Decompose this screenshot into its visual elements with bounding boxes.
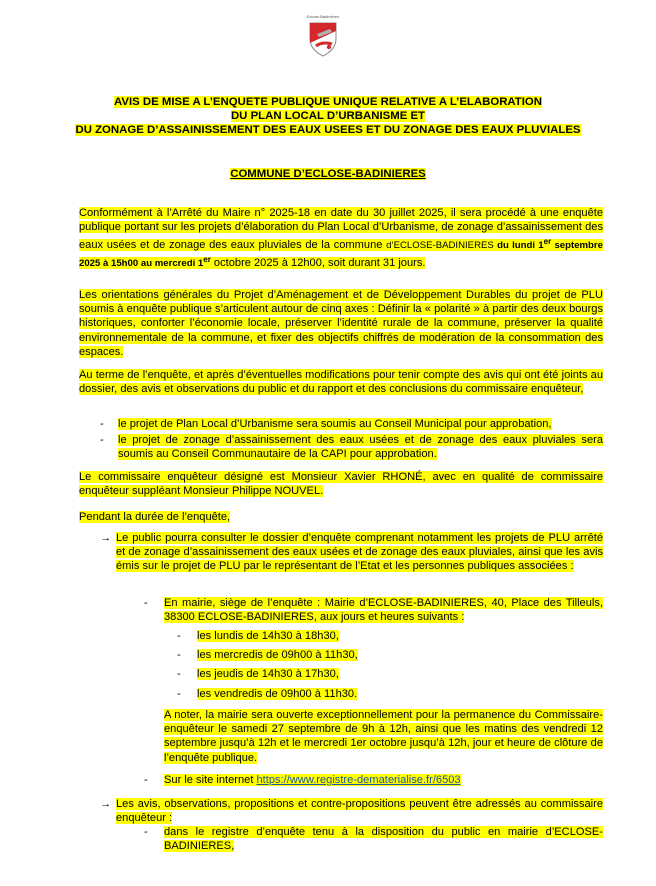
hours-monday: les lundis de 14h30 à 18h30, [197,630,339,642]
paragraph-duree [79,510,603,524]
list-item [144,825,603,853]
hours-thursday: les jeudis de 14h30 à 17h30, [197,668,339,681]
p1-sup-1: er [543,236,552,246]
list-item [177,687,427,701]
hours-wednesday: les mercredis de 09h00 à 11h30, [197,649,358,662]
approval-item-1: le projet de Plan Local d’Urbanisme sera soumis au Conseil Municipal pour approbation, [118,418,552,430]
p1-text-b: du lundi 1 [493,239,544,251]
commune-heading [0,167,656,181]
dash-bullet: - [177,649,181,662]
approval-list [100,417,603,464]
list-item [177,629,427,643]
approval-item-2: le projet de zonage d’assainissement des eaux usées et de zonage des eaux pluviales sera soumis au Conseil Communautaire de la CAPI pour approbation. [118,434,603,461]
coat-of-arms-icon [308,21,338,57]
p1-commune: d’ECLOSE-BADINIERES [386,239,494,251]
mairie-list [144,596,603,624]
dash-bullet: - [100,418,104,430]
dash-bullet: - [144,774,148,786]
p4-text: Le commissaire enquêteur désigné est Monsieur Xavier RHONÉ, avec en qualité de commissaire enquêteur suppléant Monsieur Philippe NOUVEL. [79,471,603,498]
consultation-block [100,531,603,574]
commune-name: COMMUNE D’ECLOSE-BADINIERES [230,168,426,180]
website-list [144,773,603,787]
title-line-2: DU PLAN LOCAL D’URBANISME ET [230,110,426,122]
dash-bullet: - [144,597,148,609]
note-text: A noter, la mairie sera ouverte exceptionnellement pour la permanence du Commissaire-enquêteur le samedi 27 septembre de 9h à 12h, ainsi que les matins des vendredi 12 septembre jusqu’à 12h et le mercredi 1er octobre jusqu’à 12h, jour et heure de clôture de l’enquête publique. [164,709,603,764]
p5-text: Pendant la durée de l’enquête, [79,511,231,523]
paragraph-commissaire [79,470,603,498]
p1-text-d: octobre 2025 à 12h00, soit durant 31 jours. [210,256,426,269]
dash-bullet: - [177,630,181,642]
mairie-text: En mairie, siège de l’enquête : Mairie d’ECLOSE-BADINIERES, 40, Place des Tilleuls, 38300 ECLOSE-BADINIERES, aux jours et heures suivants : [164,597,603,624]
website-label: Sur le site internet [164,774,257,786]
list-item [100,433,603,461]
list-item [144,596,603,624]
list-item [177,667,427,681]
dash-bullet: - [177,687,181,700]
p1-sup-2: er [203,254,211,264]
registre-link[interactable]: https://www.registre-dematerialise.fr/6503 [256,774,461,786]
list-item [144,773,603,787]
arrow-right-icon: → [100,532,112,544]
list-item [177,648,427,662]
dash-bullet: - [177,668,181,681]
arrow2-text: Les avis, observations, propositions et contre-propositions peuvent être adressés au commissaire enquêteur : [116,798,603,825]
dash-bullet: - [100,434,104,447]
p3-text: Au terme de l’enquête, et après d’éventuelles modifications pour tenir compte des avis qui ont été joints au dossier, des avis et observations du public et du rapport et des conclusions du commissaire enquêteur, [79,369,603,396]
observations-block [100,797,603,825]
paragraph-terme-enquete [79,368,603,396]
crest-caption: Eclose-Badinières [306,14,340,19]
arrow-right-icon: → [100,798,112,810]
title-line-1: AVIS DE MISE A L’ENQUETE PUBLIQUE UNIQUE RELATIVE A L’ELABORATION [113,96,543,108]
dash-bullet: - [144,826,148,838]
exceptional-opening-note [164,708,603,765]
registre-text: dans le registre d’enquête tenu à la disposition du public en mairie d’ECLOSE-BADINIERES, [164,826,603,853]
title-line-3: DU ZONAGE D’ASSAINISSEMENT DES EAUX USEES ET DU ZONAGE DES EAUX PLUVIALES [75,124,581,136]
p2-text: Les orientations générales du Projet d’Aménagement et de Développement Durables du projet de PLU soumis à enquête publique s’articulent autour de cinq axes : Définir la « polarité » à partir des deux bourgs historiques, conforter l’économie locale, préserver l’identité rurale de la commune, préserver la qualité environnementale de la commune, et fixer des objectifs chiffrés de modération de la consommation des espaces. [79,289,603,358]
hours-friday: les vendredis de 09h00 à 11h30. [197,687,358,700]
paragraph-padd [79,288,603,359]
p1-text-a: Conformément à l’Arrêté du Maire n° 2025-18 en date du 30 juillet 2025, il sera procédé à une enquête publique portant sur les projets d’élaboration du Plan Local d’Urbanisme, de zonage d’assainissement des eaux usées et de zonage des eaux pluviales de la commune [79,207,603,251]
hours-list [177,629,427,706]
list-item [100,417,603,431]
commune-crest [301,14,345,57]
p1-text-c: septembre 2025 à 15h00 au mercredi 1 [79,239,603,269]
registre-list [144,825,603,853]
arrow1-text: Le public pourra consulter le dossier d’enquête comprenant notamment les projets de PLU arrêté et de zonage d’assainissement des eaux usées et de zonage des eaux pluviales, ainsi que les avis émis sur le projet de PLU par le représentant de l’Etat et les personnes publiques associées : [116,532,603,573]
paragraph-arrete [79,206,603,271]
notice-title [40,95,616,137]
